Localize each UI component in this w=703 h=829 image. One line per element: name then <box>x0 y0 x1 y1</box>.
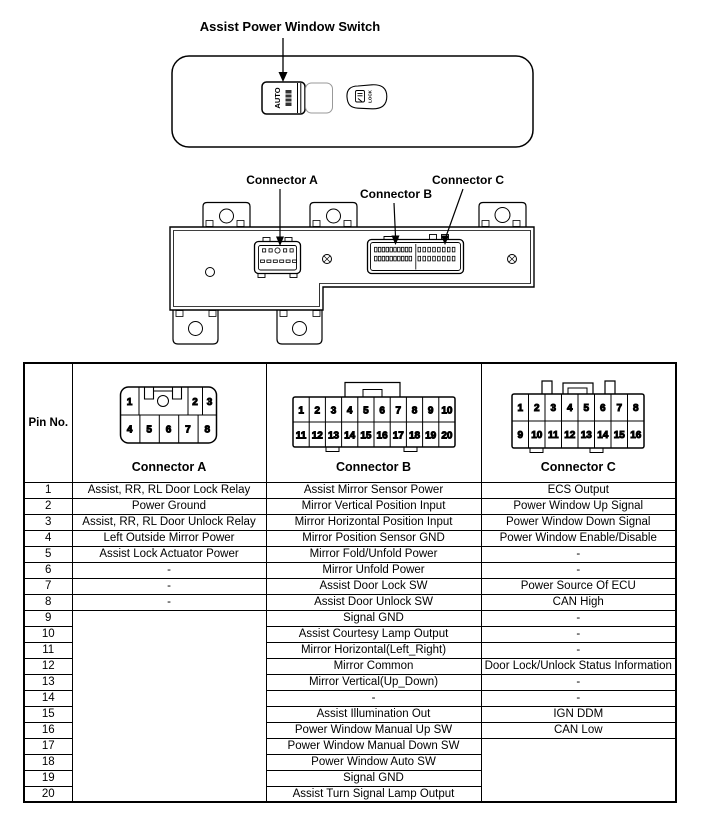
connector-b-cell: Mirror Horizontal(Left_Right) <box>266 642 481 658</box>
pin-number: 15 <box>613 430 626 441</box>
pin-number: 8 <box>633 403 639 414</box>
table-row <box>24 610 676 626</box>
pin-number-cell: 10 <box>24 626 72 642</box>
connector-b-cell: Power Window Manual Up SW <box>266 722 481 738</box>
pin-number: 20 <box>440 430 452 442</box>
table-row <box>24 594 676 610</box>
connector-b-cell: Assist Mirror Sensor Power <box>266 482 481 498</box>
callout-connector-a: Connector A <box>246 173 318 187</box>
callout-connector-b: Connector B <box>360 187 432 201</box>
pin-number-cell: 9 <box>24 610 72 626</box>
pin-number-cell: 6 <box>24 562 72 578</box>
pin-number: 7 <box>395 405 401 417</box>
connector-a-cell: Left Outside Mirror Power <box>72 530 266 546</box>
connector-b-label: Connector B <box>336 459 411 474</box>
pin-number: 8 <box>411 405 417 417</box>
connector-a-cell: Assist, RR, RL Door Unlock Relay <box>72 514 266 530</box>
pin-number: 4 <box>126 424 133 436</box>
pin-number: 3 <box>330 405 336 417</box>
pin-number: 6 <box>600 403 606 414</box>
connector-b-cell: Mirror Horizontal Position Input <box>266 514 481 530</box>
pin-number: 14 <box>597 430 609 441</box>
pin-number: 16 <box>376 430 388 442</box>
pin-number: 10 <box>531 430 543 441</box>
switch-panel-outline <box>172 56 533 147</box>
pin-number: 5 <box>146 424 152 436</box>
connector-b-cell: Power Window Manual Down SW <box>266 738 481 754</box>
connector-b-cell: Assist Turn Signal Lamp Output <box>266 786 481 802</box>
window-lock-icon <box>356 91 365 103</box>
connector-c-cell <box>481 738 676 802</box>
pin-number-cell: 12 <box>24 658 72 674</box>
pin-number: 13 <box>580 430 593 441</box>
connector-b-cell: Mirror Fold/Unfold Power <box>266 546 481 562</box>
pin-number-cell: 4 <box>24 530 72 546</box>
pin-number: 2 <box>534 403 540 414</box>
connector-b-cell: Power Window Auto SW <box>266 754 481 770</box>
connector-b-cell: Assist Door Lock SW <box>266 578 481 594</box>
pin-number: 1 <box>297 405 304 417</box>
pin-number-cell: 16 <box>24 722 72 738</box>
connector-c-cell: - <box>481 626 676 642</box>
connector-a-cell: - <box>72 562 266 578</box>
connector-c-cell: - <box>481 642 676 658</box>
connector-a-cell: Power Ground <box>72 498 266 514</box>
connector-c-cell: IGN DDM <box>481 706 676 722</box>
module-connector-bc-housing <box>368 235 464 274</box>
pin-number: 2 <box>192 397 198 408</box>
connector-b-cell: Mirror Vertical(Up_Down) <box>266 674 481 690</box>
connector-c-cell: Power Source Of ECU <box>481 578 676 594</box>
module-body <box>170 227 534 310</box>
pin-number: 2 <box>314 405 320 417</box>
connector-b-cell: Signal GND <box>266 610 481 626</box>
pin-number: 1 <box>517 403 524 414</box>
pin-number-cell: 13 <box>24 674 72 690</box>
pin-number-cell: 14 <box>24 690 72 706</box>
switch-slot-outline <box>306 83 333 113</box>
pin-number: 3 <box>206 397 213 408</box>
connector-a-cell: - <box>72 594 266 610</box>
housing-pins <box>375 247 455 261</box>
pin-number: 14 <box>343 430 355 442</box>
connector-c-header-cell <box>481 363 676 482</box>
table-row <box>24 514 676 530</box>
connector-c-cell: ECS Output <box>481 482 676 498</box>
pin-number-cell: 5 <box>24 546 72 562</box>
connector-b-cell: Assist Illumination Out <box>266 706 481 722</box>
pin-number-cell: 20 <box>24 786 72 802</box>
pin-number-cell: 18 <box>24 754 72 770</box>
connector-b-cell: Mirror Unfold Power <box>266 562 481 578</box>
pin-number: 16 <box>630 430 642 441</box>
pin-number-cell: 8 <box>24 594 72 610</box>
connector-c-cell: - <box>481 674 676 690</box>
pin-number: 7 <box>185 424 191 436</box>
pin-number: 12 <box>564 430 576 441</box>
pin-number: 13 <box>327 430 339 442</box>
module-connector-a <box>255 238 301 278</box>
switch-title: Assist Power Window Switch <box>199 19 381 34</box>
pin-number-cell: 15 <box>24 706 72 722</box>
connector-b-cell: - <box>266 690 481 706</box>
connector-c-pin-diagram <box>511 378 645 455</box>
connector-b-cell: Assist Door Unlock SW <box>266 594 481 610</box>
connector-a-cell: Assist Lock Actuator Power <box>72 546 266 562</box>
table-row <box>24 562 676 578</box>
pin-header-cell: Pin No. <box>24 363 72 482</box>
table-row <box>24 546 676 562</box>
connector-b-cell: Assist Courtesy Lamp Output <box>266 626 481 642</box>
connector-c-cell: - <box>481 546 676 562</box>
connector-c-label: Connector C <box>540 459 616 474</box>
pin-number: 11 <box>295 430 306 442</box>
connector-a-cell: - <box>72 578 266 594</box>
connector-c-cell: Power Window Down Signal <box>481 514 676 530</box>
pin-number-cell: 1 <box>24 482 72 498</box>
connector-b-cell: Mirror Common <box>266 658 481 674</box>
module-connector-a-pins <box>261 248 297 263</box>
pin-number: 19 <box>424 430 436 442</box>
connector-a-header-cell <box>72 363 266 482</box>
pin-number: 5 <box>362 405 369 417</box>
callout-connector-c: Connector C <box>432 173 504 187</box>
pin-number-cell: 11 <box>24 642 72 658</box>
switch-panel-diagram <box>0 0 703 160</box>
connector-c-cell: Power Window Up Signal <box>481 498 676 514</box>
auto-label: AUTO <box>273 87 282 109</box>
callout-arrow-connector-c <box>441 189 463 245</box>
table-row <box>24 498 676 514</box>
pin-number: 9 <box>427 405 433 417</box>
pin-number: 6 <box>165 424 172 436</box>
pin-number: 1 <box>126 397 133 408</box>
switch-ridge <box>286 90 292 106</box>
connector-c-cell: CAN High <box>481 594 676 610</box>
pin-number-cell: 3 <box>24 514 72 530</box>
connector-a-pin-diagram <box>120 386 219 445</box>
pin-number-cell: 17 <box>24 738 72 754</box>
connector-b-cell: Signal GND <box>266 770 481 786</box>
connector-b-cell: Mirror Position Sensor GND <box>266 530 481 546</box>
pin-number: 9 <box>517 430 524 441</box>
pin-number-cell: 7 <box>24 578 72 594</box>
pin-number: 4 <box>567 403 573 414</box>
lock-label: LOCK <box>367 90 373 103</box>
pin-number: 12 <box>311 430 323 442</box>
pin-number: 15 <box>359 430 371 442</box>
connector-c-cell: - <box>481 690 676 706</box>
module-diagram <box>0 160 703 362</box>
connector-c-cell: - <box>481 562 676 578</box>
connector-c-cell: - <box>481 610 676 626</box>
connector-b-header-cell <box>266 363 481 482</box>
pin-number: 7 <box>616 403 623 414</box>
pin-number: 6 <box>378 405 385 417</box>
table-row <box>24 578 676 594</box>
callout-arrow-connector-a <box>276 189 284 246</box>
pin-number: 3 <box>550 403 557 414</box>
auto-window-switch <box>262 82 305 114</box>
table-row <box>24 482 676 498</box>
connector-c-cell: CAN Low <box>481 722 676 738</box>
connector-a-cell: Assist, RR, RL Door Lock Relay <box>72 482 266 498</box>
pin-number: 4 <box>346 405 352 417</box>
module-body-details <box>206 255 517 277</box>
callout-arrow-switch <box>279 38 288 82</box>
connector-c-cell: Power Window Enable/Disable <box>481 530 676 546</box>
pin-number: 11 <box>548 430 559 441</box>
pin-number: 10 <box>440 405 452 417</box>
connector-a-cell <box>72 610 266 802</box>
pin-table <box>23 362 677 803</box>
connector-a-label: Connector A <box>131 459 207 474</box>
pin-number: 17 <box>392 430 404 442</box>
table-header-row <box>24 363 676 482</box>
mounting-tabs-bottom <box>173 310 322 344</box>
lock-switch <box>347 85 387 109</box>
pin-number: 5 <box>583 403 590 414</box>
pin-number-cell: 2 <box>24 498 72 514</box>
table-row <box>24 530 676 546</box>
pin-number: 18 <box>408 430 420 442</box>
connector-c-cell: Door Lock/Unlock Status Information <box>481 658 676 674</box>
connector-b-pin-diagram <box>292 379 456 452</box>
connector-b-cell: Mirror Vertical Position Input <box>266 498 481 514</box>
pin-table-body <box>24 363 676 802</box>
mounting-tabs-top <box>203 203 526 228</box>
pin-number: 8 <box>204 424 211 436</box>
pin-number-cell: 19 <box>24 770 72 786</box>
